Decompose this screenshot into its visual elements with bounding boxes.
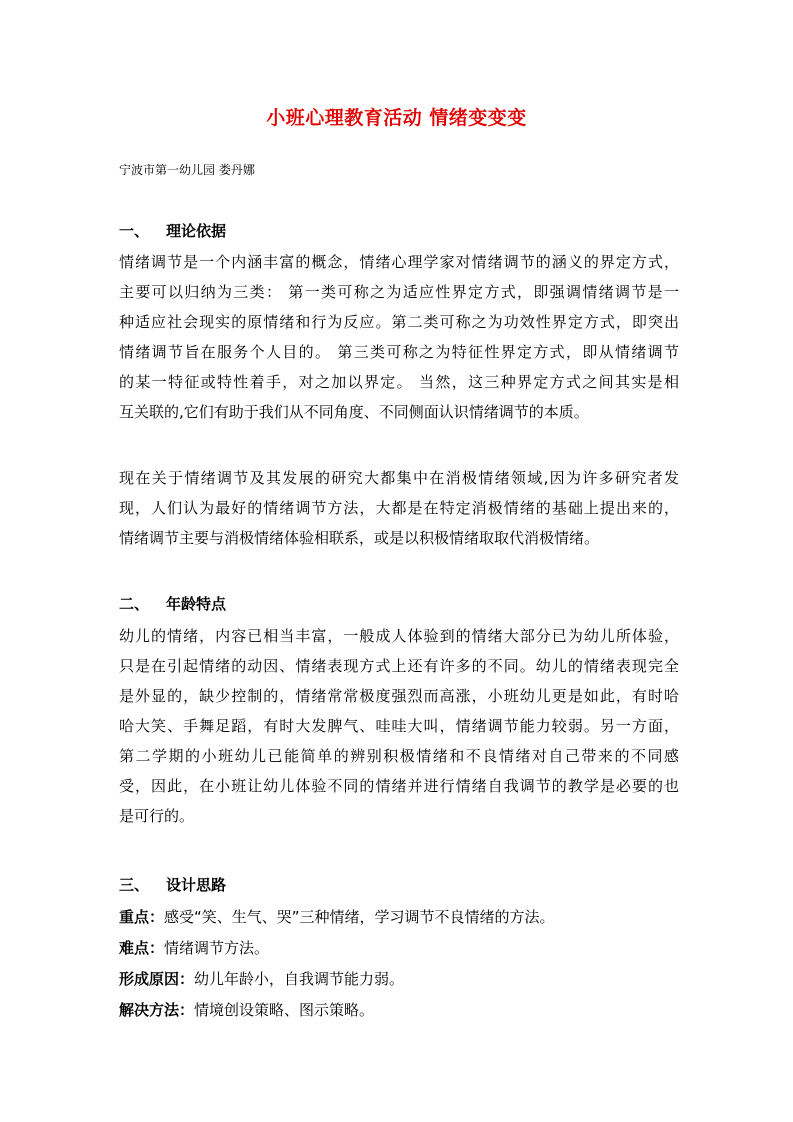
paragraph-age-1 xyxy=(119,621,679,831)
text-line: 现在关于情绪调节及其发展的研究大都集中在消极情绪领域,因为许多研究者发 xyxy=(119,469,679,487)
item-value: 情境创设策略、图示策略。 xyxy=(194,1001,375,1019)
item-key: 形成原因： xyxy=(119,970,195,988)
text-line: 第二学期的小班幼儿已能简单的辨别积极情绪和不良情绪对自己带来的不同感 xyxy=(119,747,679,765)
section-title: 设计思路 xyxy=(166,876,227,894)
author-line: 宁波市第一幼儿园 娄丹娜 xyxy=(119,163,255,177)
item-value: 情绪调节方法。 xyxy=(164,939,270,957)
text-line: 种适应社会现实的原情绪和行为反应。第二类可称之为功效性界定方式，即突出 xyxy=(119,313,679,331)
section-heading-1 xyxy=(119,217,226,245)
paragraph-theory-1 xyxy=(119,247,679,427)
design-item-key-point xyxy=(119,902,555,932)
section-number: 二、 xyxy=(119,595,150,613)
text-line: 互关联的,它们有助于我们从不同角度、不同侧面认识情绪调节的本质。 xyxy=(119,403,589,421)
text-line: 幼儿的情绪，内容已相当丰富，一般成人体验到的情绪大部分已为幼儿所体验， xyxy=(119,627,679,645)
item-value: 幼儿年龄小，自我调节能力弱。 xyxy=(194,970,405,988)
section-number: 三、 xyxy=(119,876,150,894)
text-line: 的某一特征或特性着手，对之加以界定。 当然，这三种界定方式之间其实是相 xyxy=(119,373,679,391)
text-line: 是外显的，缺少控制的，情绪常常极度强烈而高涨，小班幼儿更是如此，有时哈 xyxy=(119,687,679,705)
section-heading-2 xyxy=(119,590,226,618)
text-line: 情绪调节是一个内涵丰富的概念，情绪心理学家对情绪调节的涵义的界定方式， xyxy=(119,253,679,271)
section-number: 一、 xyxy=(119,222,150,240)
text-line: 情绪调节主要与消极情绪体验相联系，或是以积极情绪取取代消极情绪。 xyxy=(119,529,600,547)
text-line: 受，因此，在小班让幼儿体验不同的情绪并进行情绪自我调节的教学是必要的也 xyxy=(119,777,679,795)
design-item-difficulty xyxy=(119,933,269,963)
design-item-solution xyxy=(119,995,374,1025)
text-line: 情绪调节旨在服务个人目的。 第三类可称之为特征性界定方式，即从情绪调节 xyxy=(119,343,679,361)
item-key: 难点： xyxy=(119,939,165,957)
section-title: 年龄特点 xyxy=(166,595,227,613)
item-key: 重点： xyxy=(119,908,165,926)
document-title: 小班心理教育活动 情绪变变变 xyxy=(266,107,527,129)
paragraph-theory-2 xyxy=(119,463,679,553)
text-line: 现，人们认为最好的情绪调节方法，大都是在特定消极情绪的基础上提出来的， xyxy=(119,499,679,517)
text-line: 只是在引起情绪的动因、情绪表现方式上还有许多的不同。幼儿的情绪表现完全 xyxy=(119,657,679,675)
item-key: 解决方法： xyxy=(119,1001,195,1019)
text-line: 是可行的。 xyxy=(119,807,195,825)
text-line: 哈大笑、手舞足蹈，有时大发脾气、哇哇大叫，情绪调节能力较弱。另一方面， xyxy=(119,717,679,735)
text-line: 主要可以归纳为三类： 第一类可称之为适应性界定方式，即强调情绪调节是一 xyxy=(119,283,679,301)
design-item-cause xyxy=(119,964,404,994)
section-heading-3 xyxy=(119,871,226,899)
section-title: 理论依据 xyxy=(166,222,227,240)
item-value: 感受“笑、生气、哭”三种情绪，学习调节不良情绪的方法。 xyxy=(164,908,555,926)
